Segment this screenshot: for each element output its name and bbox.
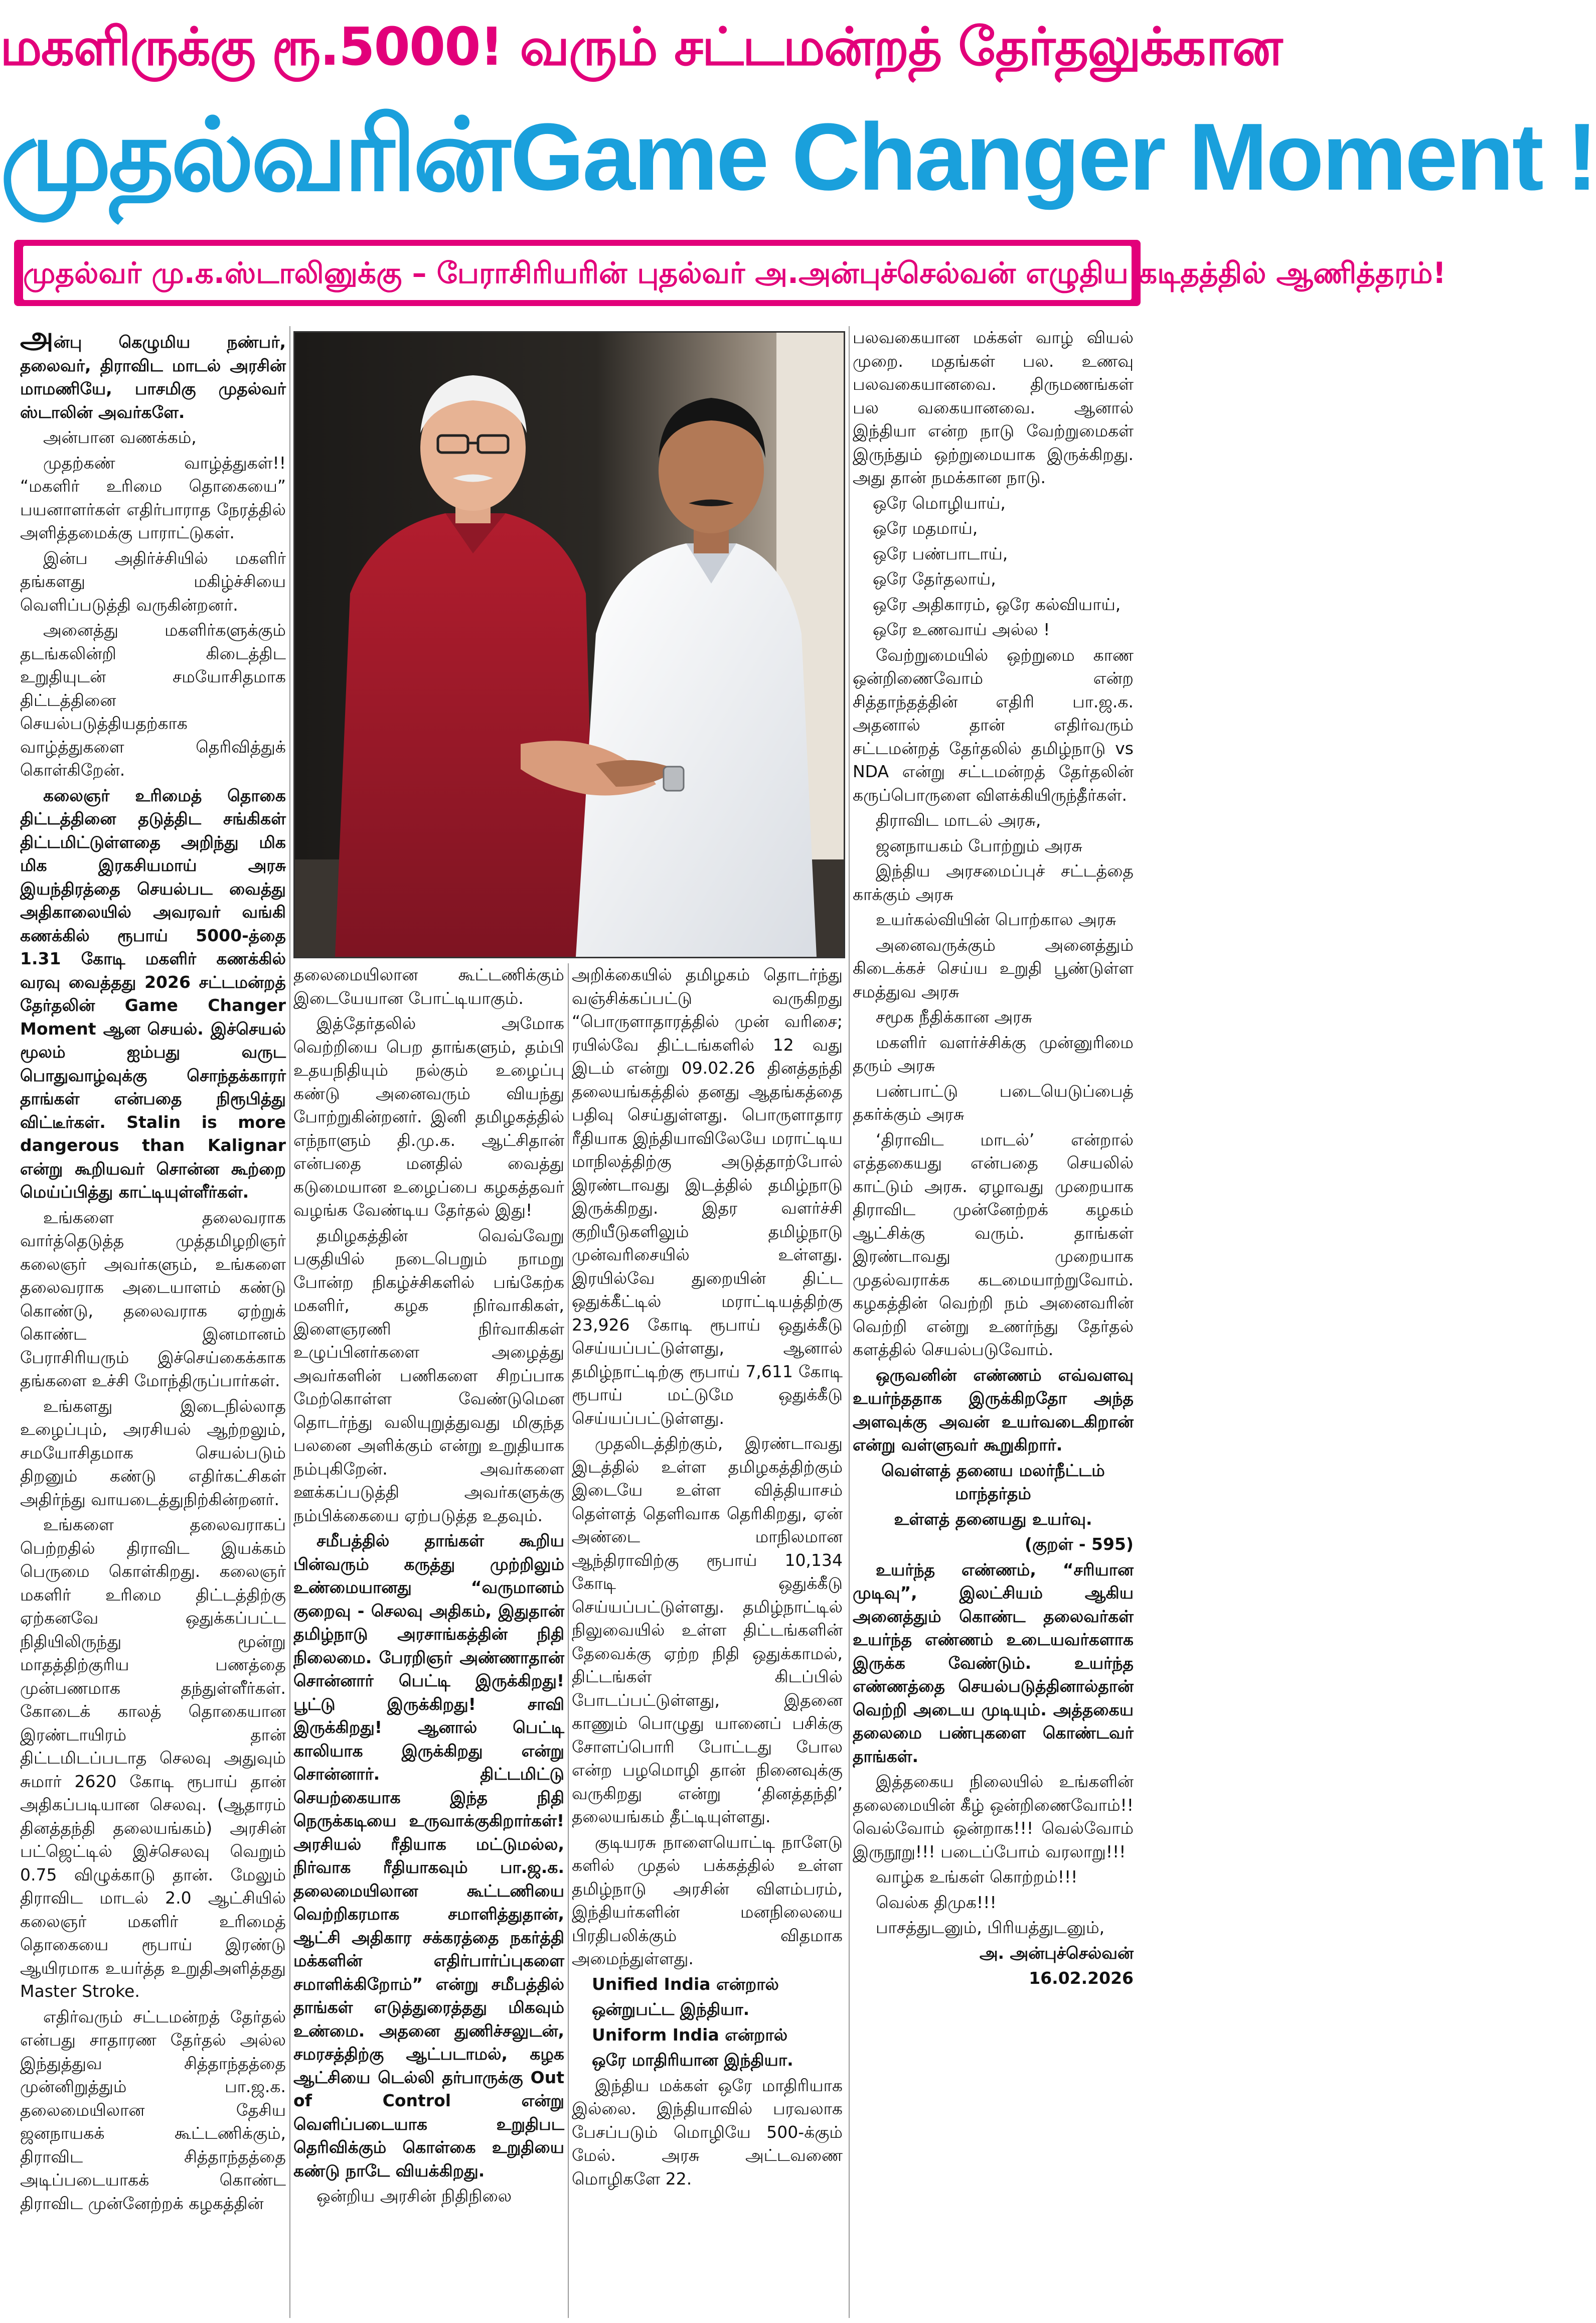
paragraph: முதலிடத்திற்கும், இரண்டாவது இடத்தில் உள்ள தமிழகத்திற்கும் இடையே உள்ள வித்தியாசம் தெள்ளத் தெளிவாக தெரிகிறது, ஏன் அண்டை மாநிலமான ஆந்திராவிற்கு ரூபாய் 10,134 கோடி ஒதுக்கீடு செய்யப்பட்டுள்ளது. தமிழ்நாட்டில் நிலுவையில் உள்ள திட்டங்களின் தேவைக்கு ஏற்ற நிதி ஒதுக்காமல், திட்டங்கள் கிடப்பில் போடப்பட்டுள்ளது, இதனை காணும் பொழுது யானைப் பசிக்கு சோளப்பொரி போட்டது போல என்ற பழமொழி தான் நினைவுக்கு வருகிறது என்று ‘தினத்தந்தி’ தலையங்கம் தீட்டியுள்ளது.: [572, 1433, 843, 1826]
subheadline-text: முதல்வர் மு.க.ஸ்டாலினுக்கு – பேராசிரியரின் புதல்வர் அ.அன்புச்செல்வன் எழுதிய கடிதத்தில் ஆணித்தரம்!: [23, 246, 1132, 300]
list-line: ஒரே பண்பாடாய்,: [873, 543, 1008, 563]
signature: அ. அன்புச்செல்வன்: [979, 1943, 1134, 1963]
list-line: உயர்கல்வியின் பொற்கால அரசு: [876, 910, 1116, 929]
paragraph: குடியரசு நாளையொட்டி நாளேடு களில் முதல் பக்கத்தில் உள்ள தமிழ்நாடு அரசின் விளம்பரம், இந்தியர்களின் மனநிலையை பிரதிபலிக்கும் விதமாக அமைந்துள்ளது.: [572, 1832, 843, 1968]
paragraph: உங்களது இடைநில்லாத உழைப்பும், அரசியல் ஆற்றலும், சமயோசிதமாக செயல்படும் திறனும் கண்டு எதிர்கட்சிகள் அதிர்ந்து வாயடைத்துநிற்கின்றனர்.: [20, 1396, 286, 1509]
paragraph-bold: ஒருவனின் எண்ணம் எவ்வளவு உயர்ந்ததாக இருக்கிறதோ அந்த அளவுக்கு அவன் உயர்வடைகிறான் என்று வள்ளுவர் கூறுகிறார்.: [853, 1365, 1134, 1455]
paragraph: இத்தேர்தலில் அமோக வெற்றியை பெற தாங்களும், தம்பி உதயநிதியும் நல்கும் உழைப்பு கண்டு அனைவரும் வியந்து போற்றுகின்றனர். இனி தமிழகத்தில் எந்நாளும் தி.மு.க. ஆட்சிதான் என்பதை மனதில் வைத்து கடுமையான உழைப்பை கழகத்தவர் வழங்க வேண்டிய தேர்தல் இது!: [293, 1013, 564, 1220]
quote-line: Uniform India என்றால்: [592, 2024, 788, 2045]
column-divider: [289, 326, 290, 2318]
subheadline-banner: [14, 240, 1446, 306]
paragraph: முதற்கண் வாழ்த்துகள்!! “மகளிர் உரிமை தொகையை” பயனாளர்கள் எதிர்பாராத நேரத்தில் அளித்தமைக்கு பாராட்டுகள்.: [20, 453, 286, 542]
article-column-3: [572, 963, 843, 2318]
list-line: ஒரே தேர்தலாய்,: [873, 569, 996, 589]
list-line: ஒரே மதமாய்,: [873, 518, 978, 538]
list-line: இந்திய அரசமைப்புச் சட்டத்தை காக்கும் அரசு: [853, 861, 1134, 904]
photo-illustration: [295, 333, 844, 957]
headline-line-2: [0, 88, 1596, 223]
drop-cap: அ: [20, 320, 54, 355]
column-divider: [849, 326, 850, 2318]
paragraph: ‘திராவிட மாடல்’ என்றால் எத்தகையது என்பதை செயலில் காட்டும் அரசு. ஏழாவது முறையாக திராவிட முன்னேற்றக் கழகம் ஆட்சிக்கு வரும். தாங்கள் இரண்டாவது முறையாக முதல்வராக்க கடமையாற்றுவோம். கழகத்தின் வெற்றி நம் அனைவரின் வெற்றி என்று உணர்ந்து தேர்தல் களத்தில் செயல்படுவோம்.: [853, 1129, 1134, 1359]
paragraph: தமிழகத்தின் வெவ்வேறு பகுதியில் நடைபெறும் நாமறு போன்ற நிகழ்ச்சிகளில் பங்கேற்க மகளிர், கழக நிர்வாகிகள், இளைஞரணி நிர்வாகிகள் உழுப்பினர்களை அழைத்து அவர்களின் பணிகளை சிறப்பாக மேற்கொள்ள வேண்டுமென தொடர்ந்து வலியுறுத்துவது மிகுந்த பலனை அளிக்கும் என்று உறுதியாக நம்புகிறேன். அவர்களை ஊக்கப்படுத்தி அவர்களுக்கு நம்பிக்கையை ஏற்படுத்த உதவும்.: [293, 1225, 564, 1525]
kural-reference: (குறள் - 595): [1024, 1534, 1134, 1554]
paragraph: ஒன்றிய அரசின் நிதிநிலை: [316, 2186, 512, 2206]
paragraph: இன்ப அதிர்ச்சியில் மகளிர் தங்களது மகிழ்ச்சியை வெளிப்படுத்தி வருகின்றனர்.: [20, 548, 286, 615]
quote-line: ஒரே மாதிரியான இந்தியா.: [592, 2050, 793, 2070]
photo-handshake: [293, 331, 845, 958]
letter-date: 16.02.2026: [1029, 1968, 1134, 1988]
closing-line: வெல்க திமுக!!!: [876, 1892, 997, 1912]
column-divider: [568, 963, 569, 2318]
paragraph: அறிக்கையில் தமிழகம் தொடர்ந்து வஞ்சிக்கப்பட்டு வருகிறது “பொருளாதாரத்தில் முன் வரிசை; ரயில்வே திட்டங்களில் 12 வது இடம் என்று 09.02.26 தினத்தந்தி தலையங்கத்தில் தனது ஆதங்கத்தை பதிவு செய்துள்ளது. பொருளாதார ரீதியாக இந்தியாவிலேயே மராட்டிய மாநிலத்திற்கு அடுத்தாற்போல் இரண்டாவது இடத்தில் தமிழ்நாடு இருக்கிறது. இதர வளர்ச்சி குறியீடுகளிலும் தமிழ்நாடு முன்வரிசையில் உள்ளது. இரயில்வே துறையின் திட்ட ஒதுக்கீட்டில் மராட்டியத்திற்கு 23,926 கோடி ரூபாய் ஒதுக்கீடு செய்யப்பட்டுள்ளது, ஆனால் தமிழ்நாட்டிற்கு ரூபாய் 7,611 கோடி ரூபாய் மட்டுமே ஒதுக்கீடு செய்யப்பட்டுள்ளது.: [572, 965, 843, 1428]
headline-english: Game Changer Moment !: [510, 104, 1596, 210]
headline-tamil: முதல்வரின்: [0, 97, 508, 214]
paragraph: இத்தகைய நிலையில் உங்களின் தலைமையின் கீழ் ஒன்றிணைவோம்!! வெல்வோம் ஒன்றாக!!! வெல்வோம் இருநூறு!!! படைப்போம் வரலாறு!!!: [853, 1772, 1134, 1861]
article-column-2: [293, 963, 564, 2318]
quote-line: Unified India என்றால்: [592, 1974, 779, 1994]
list-line: அனைவருக்கும் அனைத்தும் கிடைக்கச் செய்ய உறுதி பூண்டுள்ள சமத்துவ அரசு: [853, 935, 1134, 1001]
paragraph: இந்திய மக்கள் ஒரே மாதிரியாக இல்லை. இந்தியாவில் பரவலாக பேசப்படும் மொழியே 500-க்கும் மேல். அரசு அட்டவணை மொழிகளே 22.: [572, 2075, 843, 2189]
list-line: ஜனநாயகம் போற்றும் அரசு: [876, 835, 1082, 855]
list-line: ஒரே அதிகாரம், ஒரே கல்வியாய்,: [873, 594, 1121, 614]
quote-line: ஒன்றுபட்ட இந்தியா.: [592, 1999, 750, 2019]
list-line: சமூக நீதிக்கான அரசு: [876, 1007, 1032, 1027]
list-line: திராவிட மாடல் அரசு,: [876, 810, 1041, 830]
paragraph: உங்களை தலைவராகப் பெற்றதில் திராவிட இயக்கம் பெருமை கொள்கிறது. கலைஞர் மகளிர் உரிமை திட்டத்திற்கு ஏற்கனவே ஒதுக்கப்பட்ட நிதியிலிருந்து மூன்று மாதத்திற்குரிய பணத்தை முன்பணமாக தந்துள்ளீர்கள். கோடைக் காலத் தொகையான இரண்டாயிரம் தான் திட்டமிடப்படாத செலவு அதுவும் சுமார் 2620 கோடி ரூபாய் தான் அதிகப்படியான செலவு. (ஆதாரம் தினத்தந்தி தலையங்கம்) அரசின் பட்ஜெட்டில் இச்செலவு வெறும் 0.75 விழுக்காடு தான். மேலும் திராவிட மாடல் 2.0 ஆட்சியில் கலைஞர் மகளிர் உரிமைத் தொகையை ரூபாய் இரண்டு ஆயிரமாக உயர்த்த உறுதிஅளித்தது Master Stroke.: [20, 1515, 286, 2001]
paragraph-bold: சமீபத்தில் தாங்கள் கூறிய பின்வரும் கருத்து முற்றிலும் உண்மையானது “வருமானம் குறைவு - செலவு அதிகம், இதுதான் தமிழ்நாடு அரசாங்கத்தின் நிதி நிலைமை. பேரறிஞர் அண்ணாதான் சொன்னார் பெட்டி இருக்கிறது! பூட்டு இருக்கிறது! சாவி இருக்கிறது! ஆனால் பெட்டி காலியாக இருக்கிறது என்று சொன்னார். திட்டமிட்டு செயற்கையாக இந்த நிதி நெருக்கடியை உருவாக்குகிறார்கள்! அரசியல் ரீதியாக மட்டுமல்ல, நிர்வாக ரீதியாகவும் பா.ஜ.க. தலைமையிலான கூட்டணியை வெற்றிகரமாக சமாளித்துதான், ஆட்சி அதிகார சக்கரத்தை நகர்த்தி மக்களின் எதிர்பார்ப்புகளை சமாளிக்கிறோம்” என்று சமீபத்தில் தாங்கள் எடுத்துரைத்தது மிகவும் உண்மை. அதனை துணிச்சலுடன், சமரசத்திற்கு ஆட்படாமல், கழக ஆட்சியை டெல்லி தர்பாருக்கு Out of Control என்று வெளிப்படையாக உறுதிபட தெரிவிக்கும் கொள்கை உறுதியை கண்டு நாடே வியக்கிறது.: [293, 1531, 564, 2181]
list-line: மகளிர் வளர்ச்சிக்கு முன்னுரிமை தரும் அரசு: [853, 1032, 1134, 1075]
paragraph: தலைமையிலான கூட்டணிக்கும் இடையேயான போட்டியாகும்.: [293, 965, 564, 1008]
paragraph: வேற்றுமையில் ஒற்றுமை காண ஒன்றிணைவோம் என்ற சித்தாந்தத்தின் எதிரி பா.ஜ.க. அதனால் தான் எதிர்வரும் சட்டமன்றத் தேர்தலில் தமிழ்நாடு vs NDA என்று சட்டமன்றத் தேர்தலின் கருப்பொருளை விளக்கியிருந்தீர்கள்.: [853, 645, 1134, 805]
closing-line: பாசத்துடனும், பிரியத்துடனும்,: [876, 1918, 1105, 1937]
paragraph-bold: உயர்ந்த எண்ணம், “சரியான முடிவு”, இலட்சியம் ஆகிய அனைத்தும் கொண்ட தலைவர்கள் உயர்ந்த எண்ணம் உடையவர்களாக இருக்க வேண்டும். உயர்ந்த எண்ணத்தை செயல்படுத்தினால்தான் வெற்றி அடைய முடியும். அத்தகைய தலைமை பண்புகளை கொண்டவர் தாங்கள்.: [853, 1559, 1134, 1766]
kural-line: உள்ளத் தனையது உயர்வு.: [894, 1509, 1092, 1529]
closing-line: வாழ்க உங்கள் கொற்றம்!!!: [876, 1867, 1078, 1886]
greeting: அன்பான வணக்கம்,: [43, 427, 197, 447]
kural-line: வெள்ளத் தனைய மலர்நீட்டம் மாந்தர்தம்: [881, 1460, 1105, 1503]
paragraph: பலவகையான மக்கள் வாழ் வியல் முறை. மதங்கள் பல. உணவு பலவகையானவை. திருமணங்கள் பல வகையானவை. ஆனால் இந்தியா என்ற நாடு வேற்றுமைகள் இருந்தும் ஒற்றுமையாக இருக்கிறது. அது தான் நமக்கான நாடு.: [853, 328, 1134, 487]
paragraph: அனைத்து மகளிர்களுக்கும் தடங்கலின்றி கிடைத்திட உறுதியுடன் சமயோசிதமாக திட்டத்தினை செயல்படுத்தியதற்காக வாழ்த்துகளை தெரிவித்துக் கொள்கிறேன்.: [20, 620, 286, 780]
list-line: ஒரே உணவாய் அல்ல !: [873, 620, 1050, 639]
article-column-1: [20, 320, 286, 2318]
article-column-4: [853, 326, 1134, 2318]
list-line: ஒரே மொழியாய்,: [873, 493, 1006, 513]
paragraph-bold: கலைஞர் உரிமைத் தொகை திட்டத்தினை தடுத்திட சங்கிகள் திட்டமிட்டுள்ளதை அறிந்து மிக மிக இரகசியமாய் அரசு இயந்திரத்தை செயல்பட வைத்து அதிகாலையில் அவரவர் வங்கி கணக்கில் ரூபாய் 5000-த்தை 1.31 கோடி மகளிர் கணக்கில் வரவு வைத்தது 2026 சட்டமன்றத் தேர்தலின் Game Changer Moment ஆன செயல். இச்செயல் மூலம் ஐம்பது வருட பொதுவாழ்வுக்கு சொந்தக்காரர் தாங்கள் என்பதை நிரூபித்து விட்டீர்கள். Stalin is more dangerous than Kalignar என்று கூறியவர் சொன்ன கூற்றை மெய்ப்பித்து காட்டியுள்ளீர்கள்.: [20, 785, 286, 1202]
salutation: அன்பு கெழுமிய நண்பர், தலைவர், திராவிட மாடல் அரசின் மாமணியே, பாசமிகு முதல்வர் ஸ்டாலின் அவர்களே.: [20, 320, 286, 422]
paragraph: எதிர்வரும் சட்டமன்றத் தேர்தல் என்பது சாதாரண தேர்தல் அல்ல இந்துத்துவ சித்தாந்தத்தை முன்னிறுத்தும் பா.ஜ.க. தலைமையிலான தேசிய ஜனநாயகக் கூட்டணிக்கும், திராவிட சித்தாந்தத்தை அடிப்படையாகக் கொண்ட திராவிட முன்னேற்றக் கழகத்தின்: [20, 2006, 286, 2213]
list-line: பண்பாட்டு படையெடுப்பைத் தகர்க்கும் அரசு: [853, 1081, 1134, 1124]
headline-line-1: மகளிருக்கு ரூ.5000! வரும் சட்டமன்றத் தேர்தலுக்கான: [0, 16, 1282, 77]
paragraph: உங்களை தலைவராக வார்த்தெடுத்த முத்தமிழறிஞர் கலைஞர் அவர்களும், உங்களை தலைவராக அடையாளம் கண்டு கொண்டு, தலைவராக ஏற்றுக் கொண்ட இனமானம் பேராசிரியரும் இச்செய்கைக்காக தங்களை உச்சி மோந்திருப்பார்கள்.: [20, 1207, 286, 1390]
